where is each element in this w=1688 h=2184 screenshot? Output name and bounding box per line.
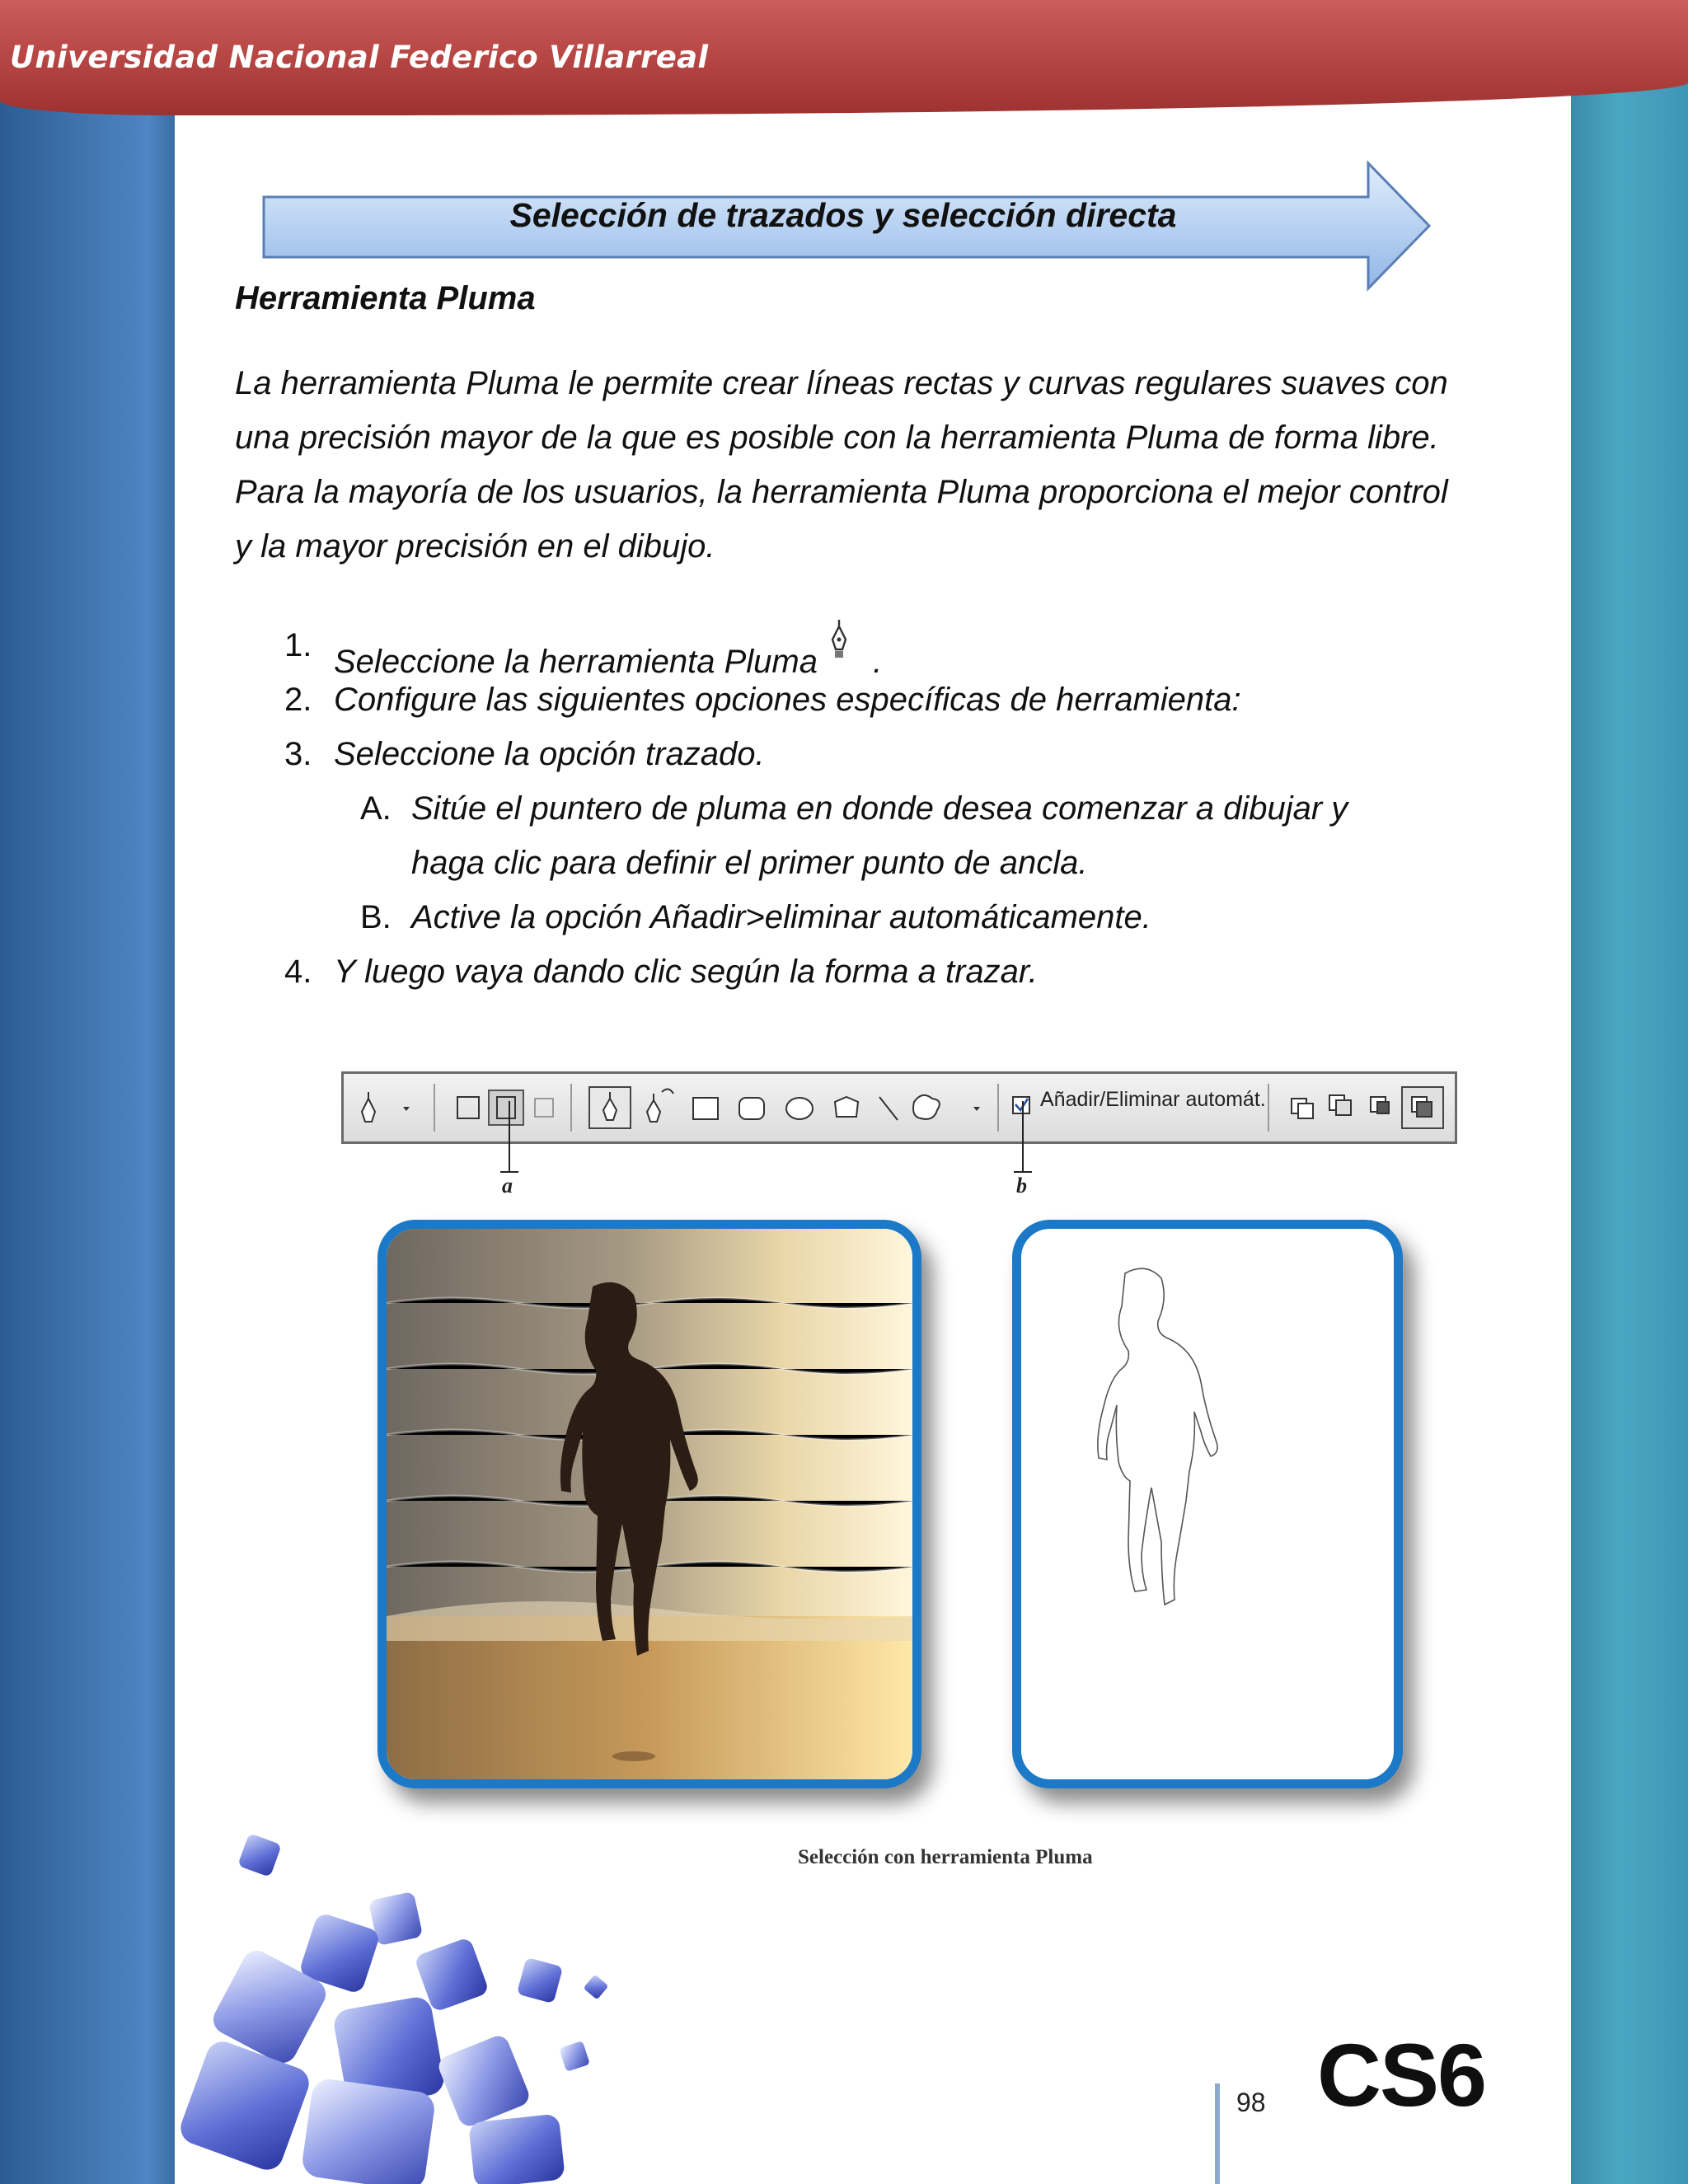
section-heading: Herramienta Pluma <box>235 280 536 316</box>
list-number: 4. <box>284 954 312 990</box>
figure-caption: Selección con herramienta Pluma <box>798 1846 1093 1868</box>
list-text: Active la opción Añadir>eliminar automáticamente. <box>411 899 1151 935</box>
list-text: haga clic para definir el primer punto de ancla. <box>411 845 1088 881</box>
list-suffix: . <box>873 644 883 680</box>
decorative-cubes <box>175 1797 752 2184</box>
page-header <box>0 0 1688 115</box>
list-text: Configure las siguientes opciones específicas de herramienta: <box>334 682 1241 718</box>
page-number: 98 <box>1236 2088 1266 2117</box>
callout-a-line <box>509 1101 510 1172</box>
list-text: Seleccione la opción trazado. <box>334 736 765 772</box>
page-number-divider <box>1215 2083 1220 2184</box>
header-title: Universidad Nacional Federico Villarreal <box>10 40 709 75</box>
auto-add-delete-label: Añadir/Eliminar automát. <box>1040 1088 1266 1111</box>
intro-paragraph: La herramienta Pluma le permite crear líneas rectas y curvas regulares suaves con una precisión mayor de la que es posible con la herramienta Pluma de forma libre. Para la mayoría de los usuarios, la herramienta Pluma proporciona el mejor control y la mayor precisión en el dibujo. <box>235 365 1448 565</box>
callout-b-tick <box>1014 1171 1032 1173</box>
beach-photo-frame <box>377 1220 921 1788</box>
left-decorative-band <box>0 74 175 2184</box>
callout-a-label: a <box>502 1174 513 1197</box>
path-outline-frame <box>1012 1220 1403 1788</box>
list-number: A. <box>360 790 392 827</box>
path-outline <box>1021 1229 1394 1779</box>
list-number: 3. <box>284 736 312 772</box>
list-number: B. <box>360 899 392 935</box>
pen-icon <box>823 618 856 664</box>
list-text: Y luego vaya dando clic según la forma a trazar. <box>334 954 1038 990</box>
callout-b-label: b <box>1016 1174 1027 1197</box>
right-decorative-band <box>1571 74 1688 2184</box>
beach-photo <box>387 1229 912 1779</box>
brand-label: CS6 <box>1317 2025 1486 2125</box>
callout-a-tick <box>500 1171 518 1173</box>
callout-b-line <box>1022 1101 1024 1172</box>
banner-title: Selección de trazados y selección directa <box>509 196 1177 234</box>
list-text: Seleccione la herramienta Pluma <box>334 644 818 680</box>
list-number: 2. <box>284 682 312 718</box>
list-text: Sitúe el puntero de pluma en donde desea comenzar a dibujar y <box>411 790 1348 827</box>
list-number: 1. <box>284 627 312 663</box>
toolbar-icons <box>344 1074 1455 1141</box>
